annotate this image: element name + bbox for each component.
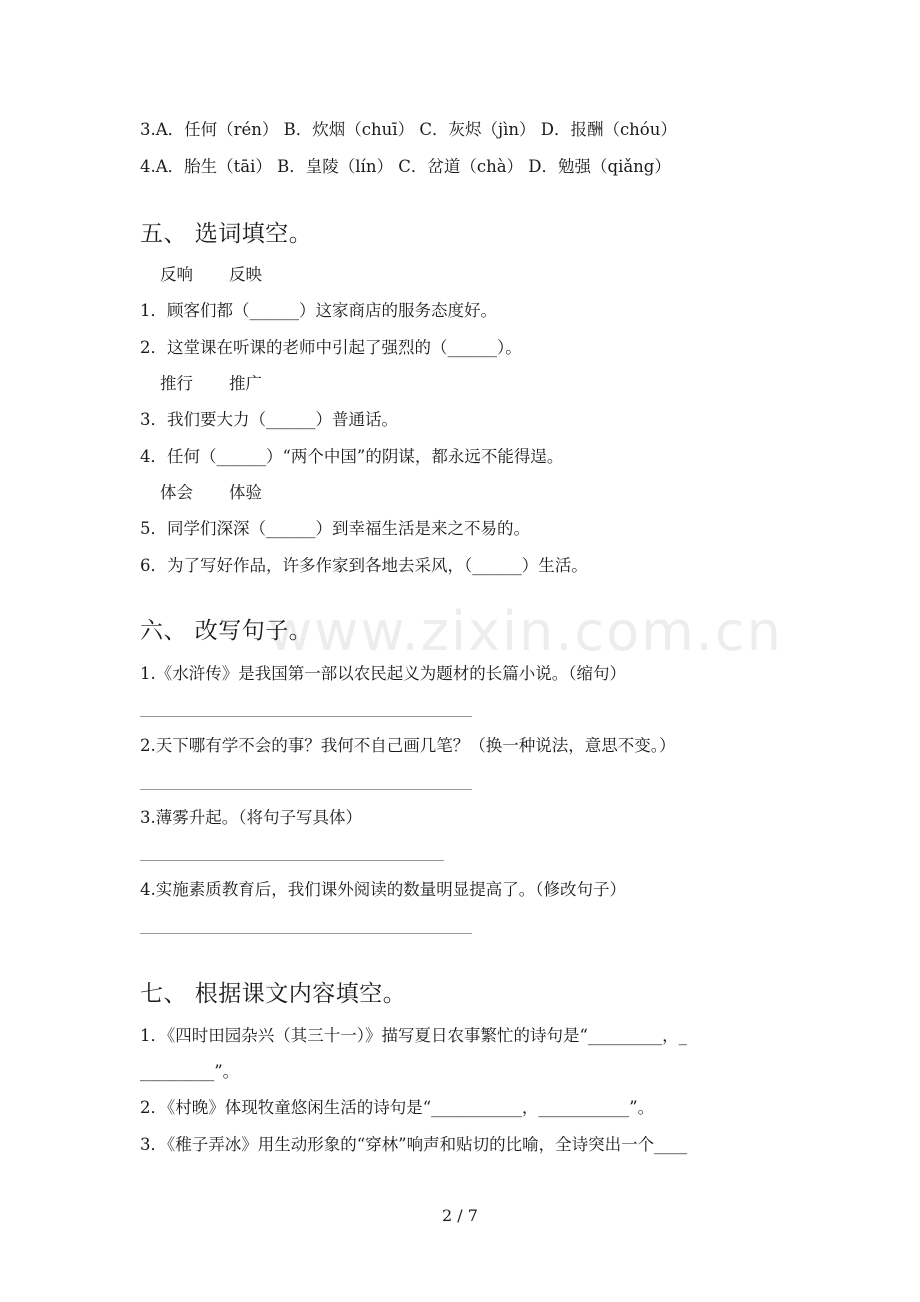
rewrite-item-3: 3.薄雾升起。（将句子写具体） [140,808,362,827]
answer-line [140,789,472,790]
rewrite-item-2: 2.天下哪有学不会的事？我何不自己画几笔？（换一种说法，意思不变。） [140,736,676,755]
page-number: 2 / 7 [442,1206,478,1225]
section-7-title: 七、 根据课文内容填空。 [140,981,407,1007]
rewrite-item-1: 1.《水浒传》是我国第一部以农民起义为题材的长篇小说。（缩句） [140,664,626,683]
watermark: www.zixin.com.cn [268,600,783,663]
recall-item-3: 3．《稚子弄冰》用生动形象的“穿林”响声和贴切的比喻，全诗突出一个____ [140,1135,688,1154]
word-option: 反响 [160,265,193,284]
recall-item-1-continued: _________”。 [140,1062,240,1081]
word-choice-2 [160,373,262,395]
pinyin-option-3: 3.A．任何（rén） B．炊烟（chuī） C．灰烬（jìn） D．报酬（chóu） [140,120,677,139]
fill-item-4: 4．任何（______）“两个中国”的阴谋，都永远不能得逞。 [140,447,564,466]
fill-item-2: 2．这堂课在听课的老师中引起了强烈的（______）。 [140,338,522,357]
word-option: 推广 [229,374,262,393]
answer-line [140,716,472,717]
word-option: 体会 [160,483,193,502]
recall-item-2: 2．《村晚》体现牧童悠闲生活的诗句是“___________，___________”。 [140,1098,655,1117]
fill-item-1: 1．顾客们都（______）这家商店的服务态度好。 [140,301,497,320]
word-option: 推行 [160,374,193,393]
answer-line [140,933,472,934]
word-option: 反映 [229,265,262,284]
section-5-title: 五、 选词填空。 [140,221,313,247]
recall-item-1: 1．《四时田园杂兴（其三十一）》描写夏日农事繁忙的诗句是“_________，_ [140,1026,687,1045]
word-choice-1 [160,264,262,286]
word-option: 体验 [229,483,262,502]
fill-item-5: 5．同学们深深（______）到幸福生活是来之不易的。 [140,519,530,538]
pinyin-option-4: 4.A．胎生（tāi） B．皇陵（lín） C．岔道（chà） D．勉强（qiǎng） [140,157,671,176]
word-choice-3 [160,482,262,504]
fill-item-6: 6．为了写好作品，许多作家到各地去采风，（______）生活。 [140,556,588,575]
rewrite-item-4: 4.实施素质教育后，我们课外阅读的数量明显提高了。（修改句子） [140,880,626,899]
fill-item-3: 3．我们要大力（______）普通话。 [140,410,398,429]
section-6-title: 六、 改写句子。 [140,618,313,644]
answer-line [140,860,444,861]
